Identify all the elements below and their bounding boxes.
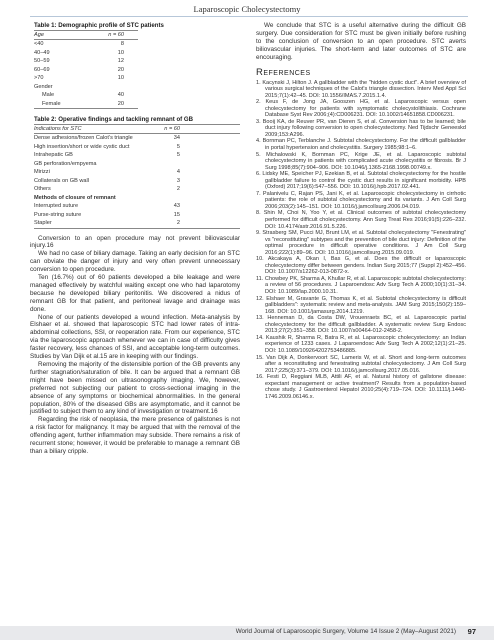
reference-item: 9. Strasberg SM, Pucci MJ, Brunt LM, et al. Subtotal cholecystectomy "Fenestrating" vs "reconstituting" subtypes and the prevention of bile duct injury: Definition of the optimal procedure in difficult operative conditions. J Am Coll Surg 2016;222(1):89–96. DOI: 10.1016/j.jamcollsurg.2015.09.019. [256,230,466,256]
table1-row [34,57,138,66]
table2-cell-value [140,160,240,169]
reference-item: 6. Lidsky ME, Speicher PJ, Ezekian B, et al. Subtotal cholecystectomy for the hostile gallbladder failure to control the cystic duct results in significant morbidity. HPB (Oxford) 2017;19(6):547–556. DOI: 10.1016/j.hpb.2017.02.441. [256,171,466,191]
right-column [256,22,466,400]
table1-row [34,40,138,49]
table1-cell-label: 50–59 [34,58,50,64]
table2-header-indications: Indications for STC [34,125,140,134]
table1-row [34,66,138,75]
reference-item: 16. Festi D, Reggiani MLB, Attili AF, et al. Natural history of gallstone disease: expectant management or active treatment? Results from a population-based chose study. J Gastroenterol Hepatol 2010;25(4):719–724. DOI: 10.1111/j.1440-1746.2009.06146.x. [256,374,466,400]
table2-row [34,151,240,160]
table2-cell-value: 5 [176,143,180,150]
table1-header-age: Age [34,31,83,40]
table1-caption: Table 1: Demographic profile of STC patients [34,22,164,29]
table2-cell-label: Purse-string suture [34,211,82,218]
table2-operative-findings [34,124,240,229]
reference-item: 15. Van Dijk A, Donkervoort SC, Lameris W, et al. Short and long-term outcomes after a reconstituting and fenestrating subtotal cholecystectomy. J Am Coll Surg 2017;225(3):371–379. DOI: 10.1016/j.jamcollsurg.2017.05.016. [256,354,466,374]
body-paragraph: Conversion to an open procedure may not prevent biliovascular injury.16 [30,234,240,250]
table2-cell-value: 34 [173,135,180,141]
table1-cell-label: >70 [34,75,44,81]
body-paragraph: Removing the majority of the distensible portion of the GB prevents any further stagnation/saturation of bile. It can be argued that a remnant GB might have been missed on ultrasonography imaging. We, however, preferred not subjecting our patient to cross-sectional imaging in the absence of any symptoms or biochemical abnormalities. In the general population, 80% of the diseased GBs are asymptomatic, and it cannot be justified to subject them to any kind of investigation or treatment.16 [30,361,240,416]
table2-row [34,211,240,220]
table2-cell-value: 5 [176,152,180,158]
reference-item: 14. Kaushik R, Sharma R, Batra R, et al. Laparoscopic cholecystectomy: an Indian experience of 1233 cases. J Laparoendosc Adv Surg Tech A 2002;12(1):21–25. DOI: 10.1089/109264202753486885. [256,334,466,354]
table2-cell-value [140,194,240,203]
table2-cell-label: Others [34,186,51,192]
table2-row [34,143,240,152]
reference-item: 4. Bornman PC, Terblanche J. Subtotal cholecystectomy. For the difficult gallbladder in portal hypertension and cholecystitis. Surgery 1985;98:1–6. [256,138,466,151]
table1-cell-label: 60–69 [34,66,50,73]
table2-caption: Table 2: Operative findings and tackling remnant of GB [34,116,194,123]
table2-cell-label: Methods of closure of remnant [34,194,116,201]
table2-cell-label: Interrupted suture [34,203,79,209]
table1-cell-value [83,83,138,92]
table1-cell-value: 8 [120,41,124,47]
table1-header-row [34,31,138,40]
references-heading: References [256,66,311,78]
table2-cell-label: Mirizzi [34,169,50,175]
table2-cell-value: 3 [176,177,180,184]
reference-item: 13. Henneman D, da Costa DW, Vrouenraets BC, et al. Laparoscopic partial cholecystectomy for the difficult gallbladder. A systematic review Surg Endosc 2013;27(2):351–358. DOI: 10.1007/s00464-012-2458-2. [256,315,466,335]
table2-cell-label: GB perforation/empyema [34,160,97,167]
footer-journal: World Journal of Laparoscopic Surgery, Volume 14 Issue 2 (May–August 2021) [235,628,456,635]
table1-header-n: n = 60 [83,31,138,40]
table1-cell-label: 40–49 [34,49,50,56]
reference-item: 11. Chowbey PK, Sharma A, Khullar R, et al. Laparoscopic subtotal cholecystectomy: a review of 56 procedures. J Laparoendosc Adv Surg Tech A 2000;10(1):31–34. DOI: 10.1089/lap.2000.10.31. [256,275,466,296]
left-body-text [30,235,240,456]
table1-cell-value: 20 [117,66,124,73]
body-paragraph: None of our patients developed a wound infection. Meta-analysis by Elshaer et al. showed that laparoscopic STC had lower rates of intra-abdominal collections, SSI, or reoperation rate. From our experience, STC via the laparoscopic approach whenever we can in case of difficulty gives faster recovery, less chances of SSI, and acceptable long-term outcomes. Studies by Van Dijk et al.15 are in keeping with our findings. [30,313,240,361]
header-rule [30,16,468,17]
table1-row [34,100,138,109]
table2-row [34,219,240,228]
reference-item: 5. Michalowski K, Bornman PC, Krige JE, et al. Laparoscopic subtotal cholecystectomy in patients with complicated acute cholecystitis or fibrosis. Br J Surg 1998;85(7):904–906. DOI: 10.1046/j.1365-2168.1998.00749.x. [256,151,466,171]
table2-cell-label: Stapler [34,219,140,228]
table1-cell-label: Gender [34,83,53,90]
table1-row [34,91,138,100]
table1-demographics [34,30,138,109]
body-paragraph: Regarding the risk of neoplasia, the mere presence of gallstones is not a risk factor for malignancy. It may be argued that with the removal of the offending agent, further inflammation may subside. There remains a risk of recurrent stone; however, it would be preferable to manage a remnant GB than a biliary cripple. [30,416,240,455]
table2-cell-label: Dense adhesions/frozen Calot’s triangle [34,135,133,141]
reference-item: 3. Booij KA, de Reuver PR, van Dieren S, et al. Conversion has to be learned; bile duct injury following conversion to open cholecystectomy. Ned Tijdschr Geneeskd 2009;153:A296. [256,118,466,138]
table2-cell-value: 15 [173,211,180,218]
table1-row [34,74,138,83]
table2-cell-value: 2 [176,186,180,192]
table2-cell-label: Collaterals on GB wall [34,177,90,184]
table2-row [34,177,240,186]
body-paragraph: We had no case of biliary damage. Taking an early decision for an STC can obviate the danger of injury and very often prevent unnecessary conversion to open procedure. [30,250,240,274]
table2-header-n: n = 60 [140,125,240,134]
reference-item: 8. Shin M, Choi N, Yoo Y, et al. Clinical outcomes of subtotal cholecystectomy performed for difficult cholecystectomy. Ann Surg Treat Res 2016;91(5):226–232. DOI: 10.4174/astr.2016.91.5.226. [256,210,466,230]
table2-cell-value: 2 [140,219,240,228]
page-footer [0,626,494,640]
table1-row [34,49,138,58]
left-column [30,22,240,456]
reference-item: 12. Elshaer M, Gravante G, Thomas K, et al. Subtotal cholecystectomy is difficult gallbladders": systematic review and meta-analysis. JAM Surg 2015;150(2):159–168. DOI: 10.1001/jamasurg.2014.1219. [256,295,466,315]
table1-cell-value: 12 [117,58,124,64]
table2-cell-value: 4 [176,169,180,175]
table1-cell-label: Male [42,92,55,98]
table2-cell-value: 43 [173,203,180,209]
reference-item: 7. Palanivelu C, Rajan PS, Jani K, et al. Laparoscopic cholecystectomy in cirrhotic patients: the role of subtotal cholecystectomy and its variants. J Am Coll Surg 2006;203(2):145–151. DOI: 10.1016/j.jamcollsurg.2006.04.019. [256,190,466,210]
table2-header-row [34,125,240,134]
table1-cell-label: <40 [34,41,44,47]
reference-item: 10. Akcakaya A, Okan I, Bas G, et al. Does the difficult or laparoscopic cholecystectomy differ between genders. Indian Surg 2015;77 (Suppl 2):452–456. DOI: 10.1007/s12262-013-0872-x. [256,256,466,276]
table1-cell-value: 20 [83,100,138,109]
table2-row [34,160,240,169]
table2-cell-label: Intrahepatic GB [34,152,73,158]
table2-row [34,202,240,211]
table2-row [34,185,240,194]
reference-item: 1. Kacynski J, Hilton J. A gallbladder with the "hidden cystic duct". A brief overview of various surgical techniques of the Calot's triangle dissection. Interv Med Appl Sci 2015;7(1):42–45. DOI: 10.1556/IMAS.7.2015.1.4. [256,79,466,99]
table2-section-row [34,194,240,203]
table1-cell-label: Female [34,100,83,109]
table2-cell-label: High insertion/short or wide cystic duct [34,143,130,150]
body-paragraph: Ten (16.7%) out of 60 patients developed a bile leakage and were managed effectively by watchful waiting except one who had laparotomy because he developed biliary peritonitis. We discovered a nidus of remnant GB for that patient, and peritoneal lavage and drainage was done. [30,274,240,313]
table1-cell-value: 40 [117,92,124,98]
table1-row [34,83,138,92]
table2-row [34,134,240,143]
page-number: 97 [467,627,476,636]
table1-cell-value: 10 [117,49,124,56]
table1-cell-value: 10 [117,75,124,81]
running-head: Laparoscopic Cholecystectomy [193,4,301,14]
table2-row [34,168,240,177]
references-list [256,80,466,401]
reference-item: 2. Keus F, de Jong JA, Gooszen HG, et al. Laparoscopic versus open cholecystectomy for patients with symptomatic cholecystolithiasis. Cochrane Database Syst Rev 2006;(4):CD006231. DOI: 10.1002/14651858.CD006231. [256,99,466,119]
conclusion-paragraph: We conclude that STC is a useful alternative during the difficult GB surgery. Due consideration for STC must be given initially before rushing to the conclusion of conversion to an open procedure. STC averts biliovascular injuries. The short-term and later outcomes of STC are encouraging. [256,22,466,61]
